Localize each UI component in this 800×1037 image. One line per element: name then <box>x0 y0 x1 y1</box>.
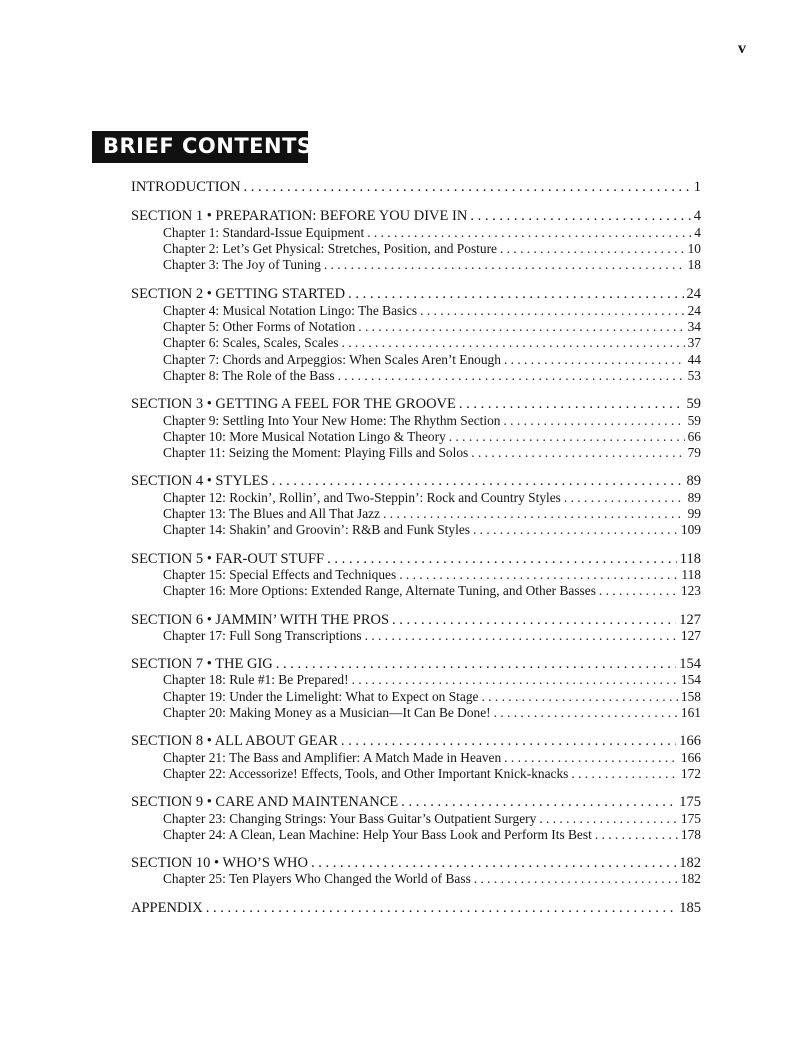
entry-label: Chapter 5: Other Forms of Notation <box>163 319 356 335</box>
entry-label: Chapter 11: Seizing the Moment: Playing Fills and Solos <box>163 445 469 461</box>
toc-entry-section-7 <box>131 656 701 672</box>
entry-label: Chapter 13: The Blues and All That Jazz <box>163 506 381 522</box>
entry-page: 178 <box>680 826 701 842</box>
toc-entry-chapter <box>131 522 701 538</box>
entry-label: Chapter 23: Changing Strings: Your Bass Guitar’s Outpatient Surgery <box>163 810 537 826</box>
toc-entry-chapter <box>131 368 701 384</box>
toc-entry-chapter <box>131 429 701 445</box>
dot-leader <box>244 179 691 195</box>
dot-leader <box>571 766 678 782</box>
toc-entry-chapter <box>131 583 701 599</box>
entry-page: 1 <box>693 179 701 195</box>
toc-entry-chapter <box>131 490 701 506</box>
toc-entry-chapter <box>131 705 701 721</box>
dot-leader <box>494 705 678 721</box>
entry-page: 166 <box>680 749 701 765</box>
toc-entry-chapter <box>131 750 701 766</box>
entry-page: 109 <box>680 522 701 538</box>
entry-label: INTRODUCTION <box>131 179 241 195</box>
entry-page: 154 <box>680 672 701 688</box>
dot-leader <box>341 733 676 749</box>
dot-leader <box>352 672 678 688</box>
toc-entry-section-2 <box>131 286 701 302</box>
entry-page: 154 <box>679 656 701 673</box>
entry-page: 175 <box>679 794 701 811</box>
dot-leader <box>327 551 677 567</box>
entry-page: 161 <box>680 705 701 721</box>
entry-label: APPENDIX <box>131 899 203 916</box>
dot-leader <box>367 225 691 241</box>
entry-label: Chapter 16: More Options: Extended Range, Alternate Tuning, and Other Basses <box>163 583 596 599</box>
dot-leader <box>365 628 678 644</box>
entry-page: 166 <box>679 733 701 750</box>
entry-page: 53 <box>687 367 701 383</box>
entry-label: SECTION 7 • THE GIG <box>131 656 273 673</box>
section-group-7 <box>131 656 701 721</box>
entry-label: SECTION 2 • GETTING STARTED <box>131 286 346 303</box>
dot-leader <box>324 257 685 273</box>
entry-page: 59 <box>686 396 701 413</box>
entry-label: SECTION 1 • PREPARATION: BEFORE YOU DIVE IN <box>131 208 468 225</box>
toc-entry-appendix <box>131 900 701 916</box>
entry-label: Chapter 24: A Clean, Lean Machine: Help Your Bass Look and Perform Its Best <box>163 826 592 842</box>
dot-leader <box>311 855 676 871</box>
entry-page: 34 <box>687 319 701 335</box>
dot-leader <box>504 750 678 766</box>
entry-label: Chapter 10: More Musical Notation Lingo & Theory <box>163 428 446 444</box>
section-group-4 <box>131 473 701 538</box>
entry-label: Chapter 15: Special Effects and Techniques <box>163 566 397 582</box>
toc-entry-chapter <box>131 257 701 273</box>
dot-leader <box>473 522 678 538</box>
page-title: BRIEF CONTENTS <box>92 131 308 163</box>
dot-leader <box>481 689 677 705</box>
dot-leader <box>449 429 685 445</box>
entry-page: 99 <box>687 506 701 522</box>
toc-entry-chapter <box>131 689 701 705</box>
dot-leader <box>459 396 684 412</box>
dot-leader <box>420 303 684 319</box>
entry-label: Chapter 12: Rockin’, Rollin’, and Two-Steppin’: Rock and Country Styles <box>163 489 561 505</box>
entry-page: 37 <box>687 335 701 351</box>
dot-leader <box>338 368 685 384</box>
entry-page: 175 <box>680 810 701 826</box>
page-number: v <box>738 40 746 57</box>
dot-leader <box>595 827 678 843</box>
dot-leader <box>272 473 684 489</box>
dot-leader <box>358 319 684 335</box>
toc-entry-chapter <box>131 303 701 319</box>
entry-label: SECTION 10 • WHO’S WHO <box>131 855 308 872</box>
toc-entry-section-4 <box>131 473 701 489</box>
dot-leader <box>503 413 684 429</box>
dot-leader <box>500 241 685 257</box>
entry-label: SECTION 9 • CARE AND MAINTENANCE <box>131 794 399 811</box>
entry-page: 89 <box>687 489 701 505</box>
dot-leader <box>599 583 678 599</box>
toc-entry-chapter <box>131 628 701 644</box>
entry-page: 182 <box>680 871 701 887</box>
toc-entry-chapter <box>131 811 701 827</box>
appendix-group <box>131 900 701 916</box>
dot-leader <box>399 567 678 583</box>
dot-leader <box>392 612 676 628</box>
entry-page: 118 <box>679 550 701 567</box>
toc-entry-chapter <box>131 871 701 887</box>
toc-entry-section-8 <box>131 733 701 749</box>
entry-label: Chapter 21: The Bass and Amplifier: A Match Made in Heaven <box>163 749 502 765</box>
entry-page: 182 <box>679 855 701 872</box>
entry-label: Chapter 25: Ten Players Who Changed the World of Bass <box>163 871 471 887</box>
dot-leader <box>383 506 685 522</box>
toc-entry-chapter <box>131 445 701 461</box>
toc-entry-chapter <box>131 567 701 583</box>
entry-label: SECTION 6 • JAMMIN’ WITH THE PROS <box>131 611 390 628</box>
toc-entry-chapter <box>131 766 701 782</box>
toc-entry-chapter <box>131 506 701 522</box>
entry-page: 66 <box>687 428 701 444</box>
entry-page: 18 <box>687 257 701 273</box>
dot-leader <box>401 794 676 810</box>
entry-label: Chapter 2: Let’s Get Physical: Stretches, Position, and Posture <box>163 240 497 256</box>
entry-label: SECTION 4 • STYLES <box>131 473 269 490</box>
toc-entry-section-3 <box>131 396 701 412</box>
entry-label: SECTION 8 • ALL ABOUT GEAR <box>131 733 338 750</box>
section-group-10 <box>131 855 701 888</box>
entry-label: Chapter 20: Making Money as a Musician—It Can Be Done! <box>163 705 491 721</box>
toc-entry-chapter <box>131 335 701 351</box>
toc-entry-chapter <box>131 241 701 257</box>
toc-entry-section-5 <box>131 551 701 567</box>
entry-page: 158 <box>680 688 701 704</box>
dot-leader <box>471 445 684 461</box>
introduction-group <box>131 179 701 195</box>
entry-page: 24 <box>686 286 701 303</box>
entry-page: 10 <box>687 240 701 256</box>
toc-entry-chapter <box>131 827 701 843</box>
entry-label: Chapter 7: Chords and Arpeggios: When Scales Aren’t Enough <box>163 351 501 367</box>
entry-page: 4 <box>693 208 701 225</box>
section-group-2 <box>131 286 701 384</box>
entry-page: 59 <box>687 412 701 428</box>
entry-label: Chapter 6: Scales, Scales, Scales <box>163 335 339 351</box>
toc-entry-chapter <box>131 225 701 241</box>
section-group-9 <box>131 794 701 843</box>
entry-page: 24 <box>687 302 701 318</box>
entry-page: 127 <box>680 627 701 643</box>
dot-leader <box>470 208 690 224</box>
toc-entry-chapter <box>131 352 701 368</box>
entry-label: Chapter 4: Musical Notation Lingo: The Basics <box>163 302 418 318</box>
dot-leader <box>206 900 677 916</box>
entry-page: 4 <box>694 224 701 240</box>
toc-entry-section-10 <box>131 855 701 871</box>
dot-leader <box>504 352 685 368</box>
section-group-8 <box>131 733 701 782</box>
entry-label: SECTION 5 • FAR-OUT STUFF <box>131 550 325 567</box>
entry-label: Chapter 18: Rule #1: Be Prepared! <box>163 672 349 688</box>
toc-entry-chapter <box>131 672 701 688</box>
entry-page: 44 <box>687 351 701 367</box>
entry-page: 89 <box>686 473 701 490</box>
entry-page: 118 <box>681 566 701 582</box>
section-group-3 <box>131 396 701 461</box>
entry-page: 123 <box>680 583 701 599</box>
toc-entry-section-9 <box>131 794 701 810</box>
entry-label: Chapter 9: Settling Into Your New Home: The Rhythm Section <box>163 412 501 428</box>
table-of-contents <box>131 179 701 928</box>
section-group-5 <box>131 551 701 600</box>
dot-leader <box>474 871 678 887</box>
dot-leader <box>276 656 677 672</box>
entry-page: 172 <box>680 765 701 781</box>
entry-label: Chapter 3: The Joy of Tuning <box>163 257 321 273</box>
dot-leader <box>539 811 678 827</box>
toc-entry-introduction <box>131 179 701 195</box>
entry-page: 185 <box>679 899 701 916</box>
entry-label: Chapter 17: Full Song Transcriptions <box>163 627 362 643</box>
entry-label: Chapter 19: Under the Limelight: What to Expect on Stage <box>163 688 479 704</box>
toc-entry-section-1 <box>131 208 701 224</box>
section-group-1 <box>131 208 701 273</box>
entry-label: Chapter 22: Accessorize! Effects, Tools, and Other Important Knick-knacks <box>163 765 569 781</box>
entry-page: 79 <box>687 445 701 461</box>
entry-label: Chapter 1: Standard-Issue Equipment <box>163 224 365 240</box>
entry-page: 127 <box>679 611 701 628</box>
dot-leader <box>342 335 685 351</box>
entry-label: SECTION 3 • GETTING A FEEL FOR THE GROOVE <box>131 396 456 413</box>
dot-leader <box>564 490 685 506</box>
toc-entry-section-6 <box>131 612 701 628</box>
dot-leader <box>348 286 683 302</box>
entry-label: Chapter 8: The Role of the Bass <box>163 367 335 383</box>
entry-label: Chapter 14: Shakin’ and Groovin’: R&B and Funk Styles <box>163 522 470 538</box>
toc-entry-chapter <box>131 319 701 335</box>
section-group-6 <box>131 612 701 645</box>
toc-entry-chapter <box>131 413 701 429</box>
